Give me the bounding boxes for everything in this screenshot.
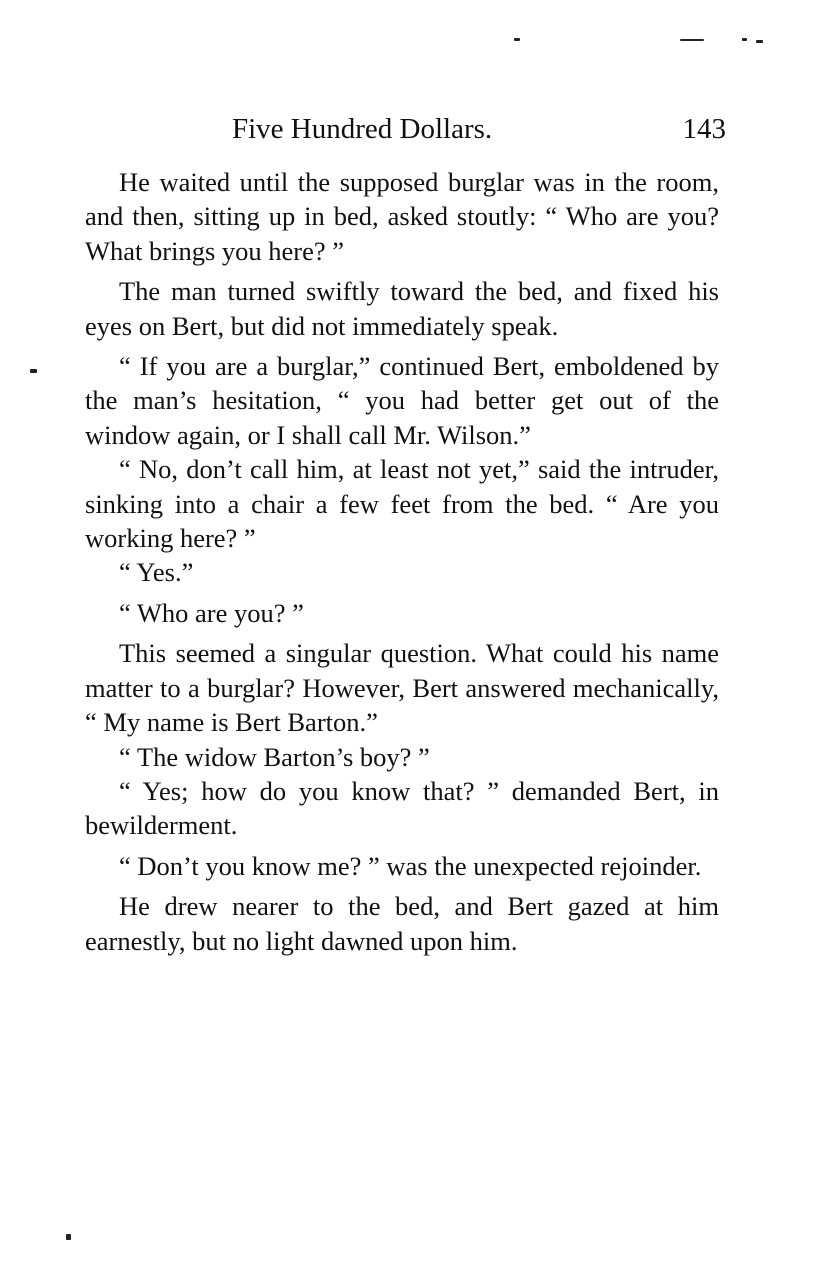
page-number: 143: [682, 113, 726, 145]
paragraph: “ Don’t you know me? ” was the unexpected rejoinder.: [119, 850, 702, 881]
paragraph: “ If you are a burglar,” continued Bert, emboldened by the man’s hesitation, “ you had better get out of the window again, or I shall call Mr. Wilson.”: [85, 351, 719, 450]
paragraph: This seemed a singular question. What could his name matter to a burglar? However, Bert answered mechanically, “ My name is Bert Barton.”: [85, 638, 719, 738]
running-head: [232, 109, 726, 149]
running-title: Five Hundred Dollars.: [232, 113, 493, 145]
body-text: [85, 165, 719, 964]
paragraph: “ The widow Barton’s boy? ”: [119, 741, 430, 772]
paragraph: “ Yes.”: [119, 557, 194, 588]
print-speck: [742, 38, 747, 41]
paragraph: He drew nearer to the bed, and Bert gazed at him earnestly, but no light dawned upon him.: [85, 891, 719, 956]
paragraph: The man turned swiftly toward the bed, and fixed his eyes on Bert, but did not immediately speak.: [85, 276, 719, 341]
print-speck: [756, 40, 763, 43]
print-speck: [680, 39, 704, 41]
paragraph: “ Yes; how do you know that? ” demanded Bert, in bewilderment.: [85, 775, 719, 841]
print-speck: [66, 1234, 71, 1240]
paragraph: He waited until the supposed burglar was in the room, and then, sitting up in bed, asked stoutly: “ Who are you? What brings you here? ”: [85, 167, 719, 266]
print-speck: [30, 369, 37, 373]
paragraph: “ No, don’t call him, at least not yet,” said the intruder, sinking into a chair a few feet from the bed. “ Are you working here? ”: [85, 454, 719, 554]
paragraph: “ Who are you? ”: [119, 597, 304, 628]
print-speck: [514, 38, 520, 41]
